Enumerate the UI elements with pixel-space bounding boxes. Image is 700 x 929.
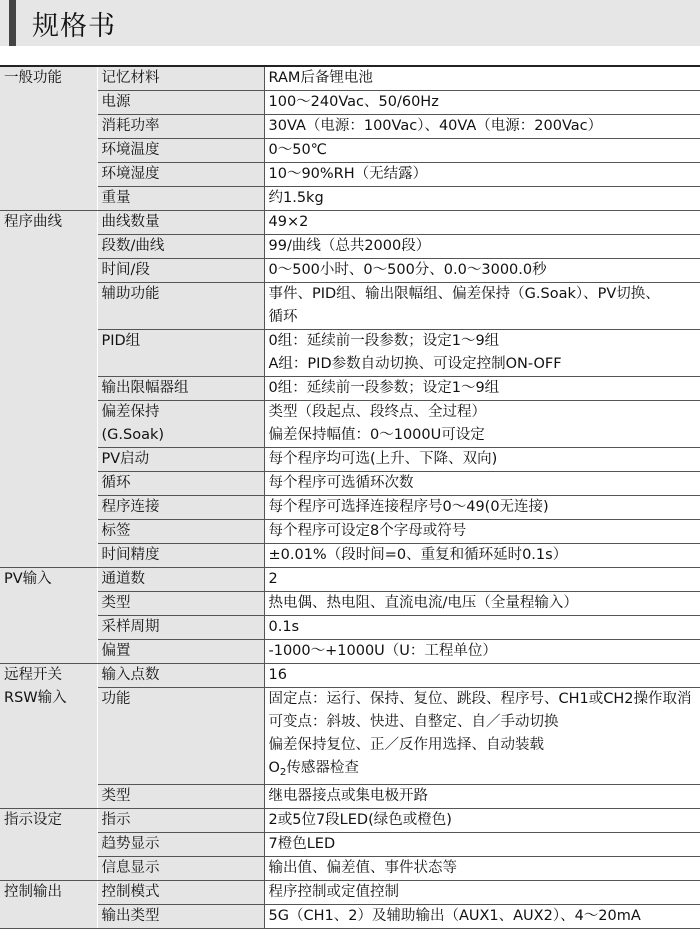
spec-item-name: 循环	[97, 472, 264, 496]
spec-row	[0, 520, 700, 544]
section-label: 控制输出	[0, 881, 97, 929]
spec-item-name: 输出限幅器组	[97, 377, 264, 401]
section-label: 程序曲线	[0, 211, 97, 568]
spec-row	[0, 187, 700, 211]
spec-value-line: 固定点：运行、保持、复位、跳段、程序号、CH1或CH2操作取消	[269, 688, 700, 711]
spec-value-line: 每个程序均可选(上升、下降、双向)	[269, 448, 700, 471]
spec-item-value	[264, 401, 700, 448]
spec-row	[0, 616, 700, 640]
spec-item-name: 功能	[97, 688, 264, 785]
spec-row	[0, 115, 700, 139]
spec-value-line: 继电器接点或集电极开路	[269, 785, 700, 808]
spec-item-name: 类型	[97, 592, 264, 616]
spec-row	[0, 592, 700, 616]
spec-value-line: ±0.01%（段时间=0、重复和循环延时0.1s）	[269, 544, 700, 567]
spec-item-name: 控制模式	[97, 881, 264, 905]
spec-item-name: PV启动	[97, 448, 264, 472]
section-label: PV输入	[0, 568, 97, 664]
spec-item-name: 时间精度	[97, 544, 264, 568]
spec-item-name: 采样周期	[97, 616, 264, 640]
spec-value-line: 循环	[269, 306, 700, 329]
spec-item-name: 输入点数	[97, 664, 264, 688]
spec-row	[0, 785, 700, 809]
spec-value-line: 程序控制或定值控制	[269, 881, 700, 904]
spec-item-name: 类型	[97, 785, 264, 809]
spec-item-value	[264, 881, 700, 905]
spec-value-line: 约1.5kg	[269, 187, 700, 210]
spec-value-line: 偏差保持幅值：0～1000U可设定	[269, 424, 700, 447]
spec-table	[0, 65, 700, 929]
spec-value-line: 每个程序可选循环次数	[269, 472, 700, 495]
spec-row	[0, 905, 700, 929]
spec-row	[0, 211, 700, 235]
spec-value-line: 热电偶、热电阻、直流电流/电压（全量程输入）	[269, 592, 700, 615]
spec-item-name: 曲线数量	[97, 211, 264, 235]
spec-item-name: 消耗功率	[97, 115, 264, 139]
spec-item-value	[264, 592, 700, 616]
spec-item-value	[264, 187, 700, 211]
section-label: 一般功能	[0, 66, 97, 211]
spec-item-value	[264, 809, 700, 833]
spec-item-value	[264, 544, 700, 568]
spec-item-name: 标签	[97, 520, 264, 544]
spec-row	[0, 857, 700, 881]
spec-item-value	[264, 472, 700, 496]
spec-item-value	[264, 905, 700, 929]
spec-item-name: 指示	[97, 809, 264, 833]
spec-item-value	[264, 688, 700, 785]
spec-item-value	[264, 496, 700, 520]
spec-row	[0, 472, 700, 496]
spec-value-line: 30VA（电源：100Vac）、40VA（电源：200Vac）	[269, 115, 700, 138]
spec-row	[0, 259, 700, 283]
spec-row	[0, 330, 700, 377]
spec-row	[0, 568, 700, 592]
spec-value-line: 49×2	[269, 211, 700, 234]
spec-row	[0, 640, 700, 664]
spec-row	[0, 809, 700, 833]
spec-value-line: 偏差保持复位、正／反作用选择、自动装载	[269, 734, 700, 757]
spec-item-value	[264, 640, 700, 664]
spec-row	[0, 544, 700, 568]
spec-row	[0, 139, 700, 163]
spec-row	[0, 235, 700, 259]
spec-item-value	[264, 235, 700, 259]
spec-row	[0, 401, 700, 448]
spec-row	[0, 664, 700, 688]
spec-value-line: 类型（段起点、段终点、全过程）	[269, 401, 700, 424]
spec-item-value	[264, 616, 700, 640]
title-accent-bar	[9, 0, 16, 46]
spec-item-value	[264, 664, 700, 688]
spec-item-name: 程序连接	[97, 496, 264, 520]
spec-value-line: 10～90%RH（无结露）	[269, 163, 700, 186]
spec-item-value	[264, 785, 700, 809]
title-bar	[0, 0, 700, 46]
spec-item-value	[264, 259, 700, 283]
spec-item-name: 趋势显示	[97, 833, 264, 857]
spec-value-line: 输出值、偏差值、事件状态等	[269, 857, 700, 880]
spec-value-line: 99/曲线（总共2000段）	[269, 235, 700, 258]
spec-item-value	[264, 163, 700, 187]
spec-item-name: 信息显示	[97, 857, 264, 881]
spec-item-value	[264, 448, 700, 472]
spec-item-value	[264, 377, 700, 401]
spec-item-value	[264, 91, 700, 115]
spec-item-value	[264, 330, 700, 377]
spec-value-line: 2	[269, 568, 700, 591]
spec-value-line: 每个程序可选择连接程序号0～49(0无连接)	[269, 496, 700, 519]
spec-item-value	[264, 115, 700, 139]
spec-item-name: 通道数	[97, 568, 264, 592]
spec-row	[0, 496, 700, 520]
spec-item-name: 环境温度	[97, 139, 264, 163]
spec-value-line: 0～500小时、0～500分、0.0～3000.0秒	[269, 259, 700, 282]
spec-item-value	[264, 283, 700, 330]
spec-item-value	[264, 568, 700, 592]
spec-row	[0, 688, 700, 785]
spec-item-name: 记忆材料	[97, 66, 264, 91]
spec-value-line: 100～240Vac、50/60Hz	[269, 91, 700, 114]
spec-item-value	[264, 211, 700, 235]
spec-item-name: 段数/曲线	[97, 235, 264, 259]
spec-value-line: 可变点：斜坡、快进、自整定、自／手动切换	[269, 711, 700, 734]
spec-item-name: 重量	[97, 187, 264, 211]
spec-row	[0, 91, 700, 115]
spec-row	[0, 377, 700, 401]
spec-value-line: A组：PID参数自动切换、可设定控制ON-OFF	[269, 353, 700, 376]
spec-row	[0, 66, 700, 91]
spec-value-line: 2或5位7段LED(绿色或橙色)	[269, 809, 700, 832]
spec-value-line: 0组：延续前一段参数；设定1～9组	[269, 330, 700, 353]
page-title: 规格书	[32, 4, 116, 43]
spec-item-name: PID组	[97, 330, 264, 377]
spec-item-name: 偏差保持 (G.Soak)	[97, 401, 264, 448]
spec-value-line: 7橙色LED	[269, 833, 700, 856]
spec-value-line: RAM后备锂电池	[269, 67, 700, 90]
spec-item-name: 电源	[97, 91, 264, 115]
spec-value-line: -1000～+1000U（U：工程单位）	[269, 640, 700, 663]
section-label: 远程开关 RSW输入	[0, 664, 97, 809]
spec-item-name: 辅助功能	[97, 283, 264, 330]
spec-value-line: 0～50℃	[269, 139, 700, 162]
section-label: 指示设定	[0, 809, 97, 881]
spec-item-value	[264, 833, 700, 857]
spec-row	[0, 283, 700, 330]
spec-value-line: $O_2$传感器检查	[269, 757, 700, 784]
spec-row	[0, 448, 700, 472]
spec-item-name: 时间/段	[97, 259, 264, 283]
spec-item-value	[264, 857, 700, 881]
spec-value-line: 5G（CH1、2）及辅助输出（AUX1、AUX2）、4～20mA	[269, 905, 700, 928]
spec-item-value	[264, 520, 700, 544]
spec-row	[0, 163, 700, 187]
spec-item-name: 环境湿度	[97, 163, 264, 187]
spec-row	[0, 833, 700, 857]
spec-value-line: 0组：延续前一段参数；设定1～9组	[269, 377, 700, 400]
spec-value-line: 事件、PID组、输出限幅组、偏差保持（G.Soak）、PV切换、	[269, 283, 700, 306]
spec-item-name: 输出类型	[97, 905, 264, 929]
spec-item-name: 偏置	[97, 640, 264, 664]
spec-item-value	[264, 66, 700, 91]
spec-row	[0, 881, 700, 905]
spec-value-line: 每个程序可设定8个字母或符号	[269, 520, 700, 543]
spec-value-line: 0.1s	[269, 616, 700, 639]
spec-value-line: 16	[269, 664, 700, 687]
spec-item-value	[264, 139, 700, 163]
